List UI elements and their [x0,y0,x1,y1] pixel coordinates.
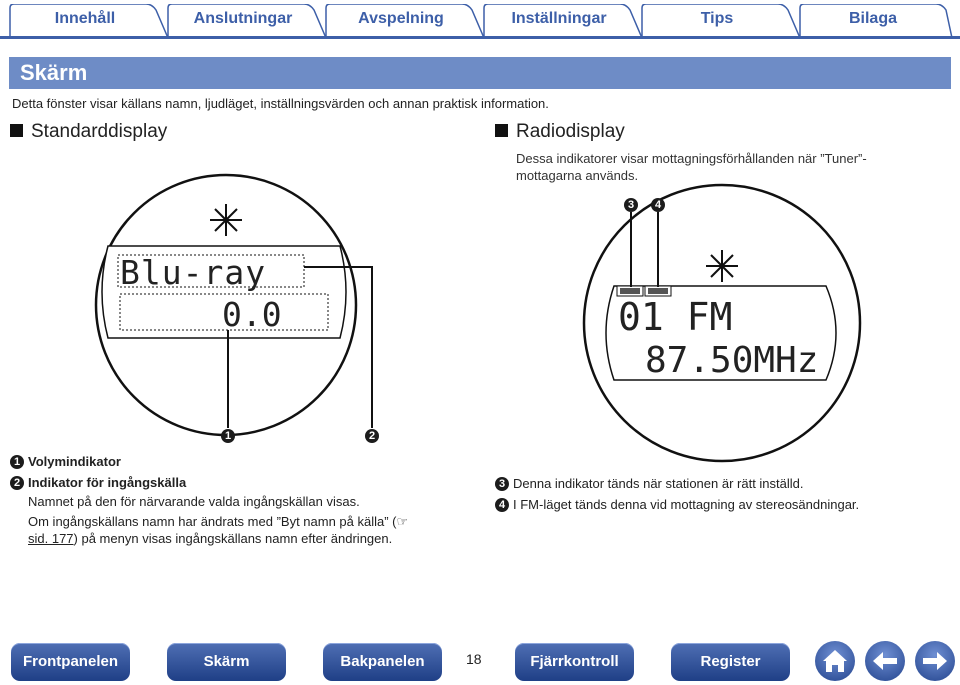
callout-badge-2: 2 [365,429,379,443]
tab-installningar[interactable]: Inställningar [511,10,607,27]
item-badge-2: 2 [10,476,24,490]
tab-avspelning[interactable]: Avspelning [358,10,444,27]
intro-text: Detta fönster visar källans namn, ljudläget, inställningsvärden och annan praktisk information. [12,96,549,111]
lcd-source-name: Blu-ray [120,253,267,292]
radio-description: Dessa indikatorer visar mottagningsförhållanden när ”Tuner”-mottagarna används. [516,151,867,183]
item-2-text-1: Namnet på den för närvarande valda ingångskällan visas. [28,494,360,509]
item-2-text-2a: Om ingångskällans namn har ändrats med ”Byt namn på källa” ( [28,514,397,529]
item-2-text-2b: ) på menyn visas ingångskällans namn efter ändringen. [73,531,393,546]
item-3-text: Denna indikator tänds när stationen är rätt inställd. [513,476,804,491]
callout-badge-1: 1 [221,429,235,443]
item-2-title [28,474,186,491]
item-badge-1: 1 [10,455,24,469]
home-icon [815,641,855,681]
arrow-left-icon [865,641,905,681]
radio-display-illustration [584,185,860,461]
standard-heading-text: Standarddisplay [31,121,168,142]
callout-badge-4: 4 [651,198,665,212]
callout-badge-3: 3 [624,198,638,212]
item-1-title [28,453,121,470]
page-title: Skärm [20,60,88,85]
fjarrkontroll-button[interactable]: Fjärrkontroll [515,643,634,681]
item-badge-4: 4 [495,498,509,512]
radio-heading-text: Radiodisplay [516,121,625,142]
register-button[interactable]: Register [671,643,790,681]
arrow-right-icon [915,641,955,681]
tab-tips[interactable]: Tips [700,10,734,27]
forward-button[interactable] [915,641,955,681]
standard-display-illustration [96,175,372,435]
lcd-preset: 01 FM [618,295,733,339]
item-badge-3: 3 [495,477,509,491]
tab-anslutningar[interactable]: Anslutningar [193,10,293,27]
back-button[interactable] [865,641,905,681]
frontpanel-button[interactable]: Frontpanelen [11,643,130,681]
skarm-button[interactable]: Skärm [167,643,286,681]
tab-bilaga[interactable]: Bilaga [848,10,897,27]
item-2-text-2 [28,513,423,547]
bakpanelen-button[interactable]: Bakpanelen [323,643,442,681]
lcd-frequency: 87.50MHz [645,340,819,381]
page-ref-link[interactable]: sid. 177 [28,531,74,546]
hand-pointer-icon: ☞ [396,514,409,529]
item-4-text: I FM-läget tänds denna vid mottagning av stereosändningar. [513,497,860,512]
lcd-volume: 0.0 [222,295,282,334]
home-button[interactable] [815,641,855,681]
tab-innehall[interactable]: Innehåll [54,10,116,27]
page-number: 18 [466,651,482,667]
volume-indicator-label: Volymindikator [28,454,121,469]
input-source-indicator-label: Indikator för ingångskälla [28,475,187,490]
